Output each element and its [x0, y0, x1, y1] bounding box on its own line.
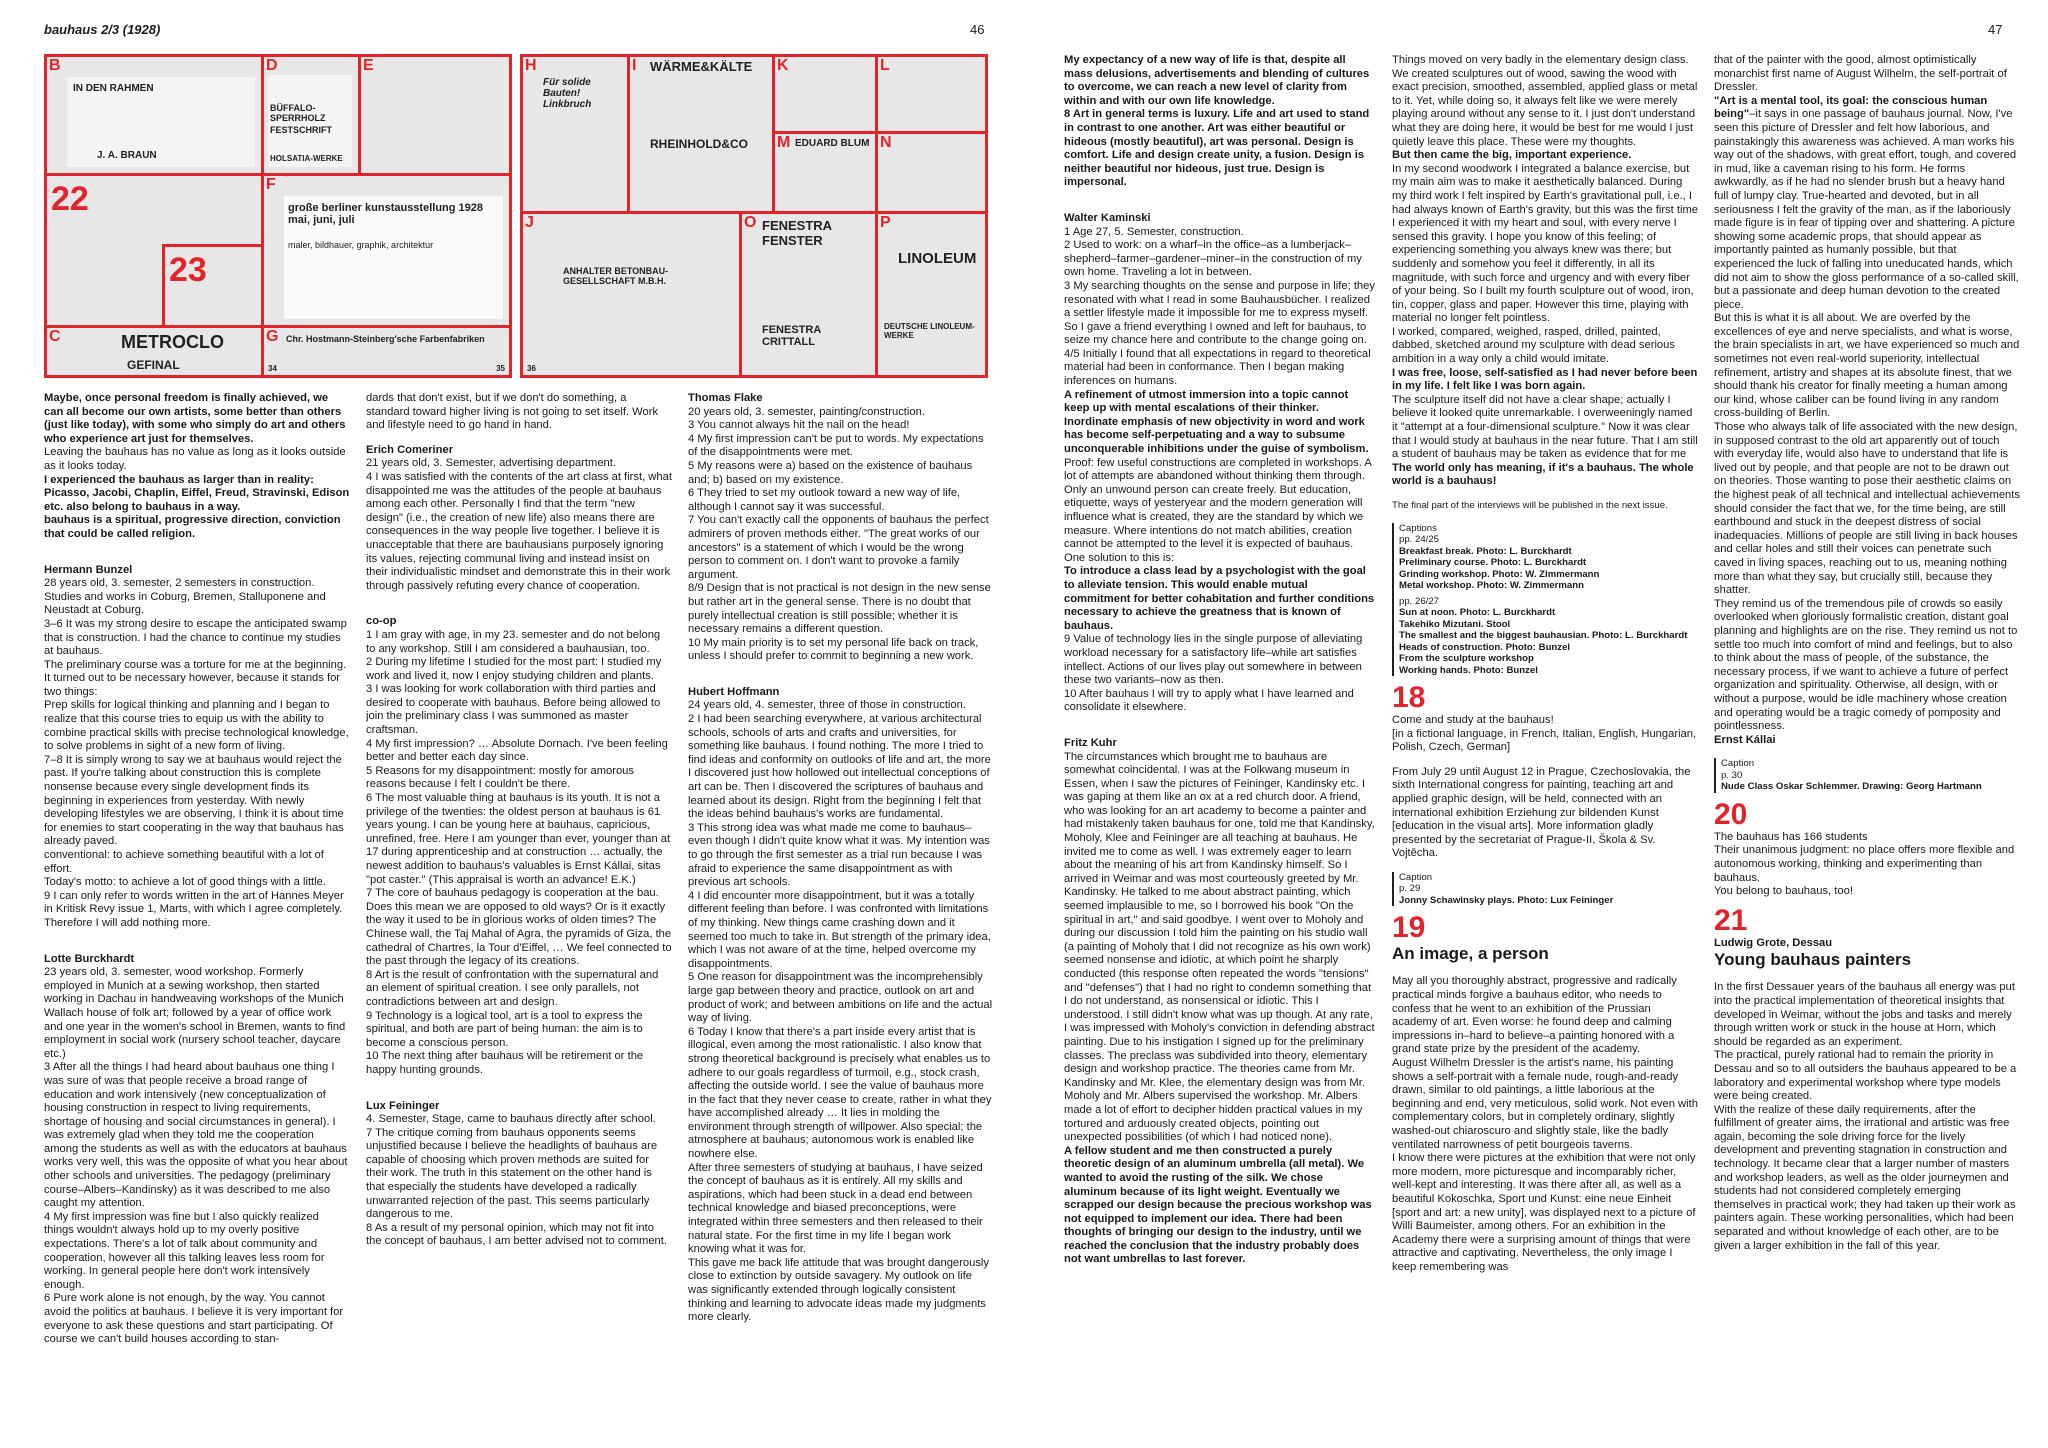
plate-cell-m: M EDUARD BLUM [772, 131, 878, 214]
interviewee-name: Thomas Flake [688, 392, 763, 404]
page-number-right: 47 [1988, 22, 2003, 37]
plate-cell-e: E [358, 54, 512, 176]
plate-cell-23: 23 [162, 244, 264, 328]
section-number: 21 [1714, 903, 1748, 937]
plate-cell-i: I WÄRME&KÄLTE RHEINHOLD&CO [627, 54, 775, 214]
plate-cell-c: C METROCLO GEFINAL [44, 325, 264, 378]
plate-cell-f: F große berliner kunstausstellung 1928 mai, juni, juli maler, bildhauer, graphik, architektur [261, 173, 512, 328]
column-3: Thomas Flake 20 years old, 3. semester, painting/construction. 3 You cannot always hit the nail on the head! 4 My first impression can't be put to words. My expectations of the disappointments were met. 5 My reasons were a) based on the existence of bauhaus and; b) based on my existence. 6 They tried to set my outlook toward a new way of life, although I cannot say it was successful. 7 You can't exactly call the opponents of bauhaus the perfect admirers of proven methods either. "The great works of our ancestors" is a statement of which I would be the wrong person to comment on. I don't want to provoke a family argument. 8/9 Design that is not practical is not design in the new sense but rather art in the general sense. There is no doubt that purely intellectual creation is still possible; whether it is necessary remains a different question. 10 My main priority is to set my personal life back on track, unless I should prefer to commit to beginning a new work. Hubert Hoffmann 24 years old, 4. semester, three of those in construction. 2 I had been searching everywhere, at various architectural schools, schools of arts and crafts and universities, for something like bauhaus. I found nothing. The more I tried to find ideas and conformity on outlooks of life and art, the more I discovered just how hollowed out intellectual conceptions of art can be. Then I discovered the scriptures of bauhaus and learned about its design. Right from the beginning I felt that the ideas behind bauhaus's works are fundamental. 3 This strong idea was what made me come to bauhaus–even though I didn't quite know what it was. My intention was to go through the first semester as a trial run because I was afraid to experience the same disappointment as with previous art schools. 4 I did encounter more disappointment, but it was a totally different feeling than before. I was confronted with limitations of my thinking. New things came crashing down and it seemed too much to take in. But strength of the primary idea, which I was not aware of at the time, helped overcome my disappointments. 5 One reason for disappointment was the incomprehensibly large gap between theory and practice, outlook on art and product of work; and between ambitions on life and the actual way of living. 6 Today I know that there's a part inside every artist that is illogical, even among the most rationalistic. I also know that strong theoretical background is precisely what enables us to adhere to our goals regardless of turmoil, e.g., stock crash, affecting the outside world. I see the value of bauhaus more in the fact that they never cease to create, rather in what they have accomplished already … It lies in molding the environment through strength of willpower. Also special; the atmosphere at bauhaus; autonomous work is enabled like nowhere else. After three semesters of studying at bauhaus, I have seized the concept of bauhaus as it is entirely. All my skills and aspirations, which had been stuck in a dead end between technical knowledge and biased preconceptions, were integrated within three semesters and then released to their natural state. For the first time in my life I began work knowing what it was for. This gave me back life attitude that was brought dangerously close to extinction by outside savagery. My outlook on life was significantly extended through logically consistent thinking and learning to advocate ideas made my judgments more clearly. [688, 392, 993, 1324]
plate-cell-g: G Chr. Hostmann-Steinberg'sche Farbenfabriken 34 35 [261, 325, 512, 378]
running-title: bauhaus 2/3 (1928) [44, 22, 161, 37]
editor-note: The final part of the interviews will be published in the next issue. [1392, 500, 1668, 511]
interviewee-name: Hermann Bunzel [44, 563, 133, 576]
page-number-left: 46 [970, 22, 985, 37]
interviewee-name: Hubert Hoffmann [688, 685, 780, 698]
column-6: that of the painter with the good, almost optimistically monarchist first name of August Wilhelm, the self-portrait of Dressler. "Art is a mental tool, its goal: the conscious human being"–it says in one passage of bauhaus journal. Now, I've seen this picture of Dressler and felt how laborious, and painstakingly this awareness was achieved. A man works his way out of the shadows, with great effort, tough, and covered in mud, like a caveman rising to his form. He forms awkwardly, as if he had no slender brush but a heavy hand full of lumpy clay. True-hearted and devoted, but in all seriousness I felt the gravity of the man, as if the laboriously made figure is in fear of tipping over and shattering. A picture showing some academic props, that should appear as importantly painted as humanly possible, but that experienced the luck of falling into uneducated hands, which did not aim to show the gloss performance of a so-called skill, but a passionate and deep human devotion to the created piece. But this is what it is all about. We are overfed by the excellences of eye and nerve specialists, and what is worse, the brain specialists in art, we have experienced so much and sometimes not even real-world superiority, intellectual refinement, artistry and shapes at its absolute finest, that we should thank his creator for finally meeting a human among our kind, whose caliber can be found living in any random cross-building of Berlin. Those who always talk of life associated with the new design, in supposed contrast to the old art apparently out of touch with everyday life, would also have to understand that life is lived out by people, and that people are not to be drawn out on theories. Those wanting to pose their aesthetic claims on the highest peak of all technical and intellectual achievements should consider the fact that we, for the time being, are still earthbound and stuck in the deepest distress of social inadequacies. Millions of people are still living in back houses and cellar holes and still their voices can penetrate such caved in living spaces, reaching out to us, meaning nothing more than what they say, but crucially still, because they shatter. They remind us of the tremendous pile of crowds so easily overlooked when gloriously formalistic creation, distant goal planning and highlights are on the rise. They remind us not to settle too much into comfort of mind and feelings, but to also to think about the mass of people, of the substance, the necessary process, if we want to achieve a future of perfect organization and spirituality. Otherwise, all design, with or without a purpose, would be idle machinery whose creation and operating would be a tragic comedy of pomposity and pointlessness. Ernst Kállai Caption p. 30 Nude Class Oskar Schlemmer. Drawing: Georg Hartmann 20 The bauhaus has 166 students Their unanimous judgment: no place offers more flexible and autonomous working, thinking and experimenting than bauhaus. You belong to bauhaus, too! 21 Ludwig Grote, Dessau Young bauhaus painters In the first Dessauer years of the bauhaus all energy was put into the practical implementation of theoretical insights that developed in Weimar, without the jobs and tasks and merely through written work or stuck in the house at Horn, which should be regarded as an experiment. The practical, purely rational had to remain the priority in Dessau and so to all outsiders the bauhaus appeared to be a laboratory and experimental workshop where type models were being created. With the realize of these daily requirements, after the fulfillment of greater aims, the irrational and artistic was free again, becoming the sole driving force for the lively development and preventing stagnation in construction and technology. It became clear that a larger number of masters and workshop leaders, as well as the older journeymen and students had not considered completely emerging themselves in practical work; they had taken up their work as painters again. These working personalities, which had been separated and without knowledge of each other, are to be given a larger exhibition in the fall of this year. [1714, 54, 2020, 1252]
plate-cell-d: D BÜFFALO-SPERRHOLZ FESTSCHRIFT HOLSATIA-WERKE [261, 54, 361, 176]
intro-paragraph: Maybe, once personal freedom is finally achieved, we can all become our own artists, some better than others (just like today), with some who simply do art and others who experience art just for themselves. [44, 392, 346, 445]
section-heading: An image, a person [1392, 944, 1549, 964]
column-5: Things moved on very badly in the elementary design class. We created sculptures out of wood, sawing the wood with exact precision, smoothed, assembled, applied glass or metal to it. Yet, while doing so, it always felt like we were merely playing around without any sense to it. I just don't understand what they are doing here, it would be best for me would I just quietly leave this place. These were my thoughts. But then came the big, important experience. In my second woodwork I integrated a balance exercise, but my main aim was to make it aesthetically balanced. During my third work I felt inspired by Earth's gravitational pull, i.e., I had always known of Earth's gravity, but this was the first time I experienced it with my heart and soul, with every nerve I sensed this gravity. I hope you know of this feeling; of experiencing something you always knew was there; but suddenly and somehow you feel it differently, in all its magnitude, with such force and urgency and with every fiber of your being. So I built my fourth sculpture out of wood, iron, tin, copper, glass and paper. However this time, playing with material no longer felt pointless. I worked, compared, weighed, rasped, drilled, painted, dabbed, sketched around my sculpture with dead serious ambition in a way only a child would imitate. I was free, loose, self-satisfied as I had never before been in my life. I felt like I was born again. The sculpture itself did not have a clear shape; actually I believe it looked quite unremarkable. I overweeningly named it "attempt at a four-dimensional sculpture." Now it was clear that I would study at bauhaus in the near future. That I am still a student of bauhaus may be taken as evidence that for me The world only has meaning, if it's a bauhaus. The whole world is a bauhaus! The final part of the interviews will be published in the next issue. Captions pp. 24/25 Breakfast break. Photo: L. Burckhardt Preliminary course. Photo: L. Burckhardt Grinding workshop. Photo: W. Zimmermann Metal workshop. Photo: W. Zimmermann pp. 26/27 Sun at noon. Photo: L. Burckhardt Takehiko Mizutani. Stool The smallest and the biggest bauhausian. Photo: L. Burckhardt Heads of construction. Photo: Bunzel From the sculpture workshop Working hands. Photo: Bunzel 18 Come and study at the bauhaus! [in a fictional language, in French, Italian, English, Hungarian, Polish, Czech, German] From July 29 until August 12 in Prague, Czechoslovakia, the sixth International congress for painting, teaching art and applied graphic design, will be held, connected with an international exhibition Erziehung zur bildenden Kunst [education in the visual arts]. More information gladly presented by the secretariat of Prague-II, Škola & Sv. Vojtěcha. Caption p. 29 Jonny Schawinsky plays. Photo: Lux Feininger 19 An image, a person May all you thoroughly abstract, progressive and radically practical minds forgive a bauhaus editor, who needs to confess that he went to an exhibition of the Prussian academy of art. Even worse: he found deep and calming impressions in–hard to believe–a painting honored with a grand state prize by the president of the academy. August Wilhelm Dressler is the artist's name, his painting shows a self-portrait with a female nude, rough-and-ready drawn, similar to old paintings, a little laborious at the beginning and end, very meticulous, solid work. Not even with complementary colors, but in completely ordinary, slightly washed-out chiaroscuro and slightly stale, like the badly ventilated narrowness of petit bourgeois taverns. I know there were pictures at the exhibition that were not only more modern, more picturesque and incomparably richer, well-kept and interesting. It was there after all, as well as a beautiful Kokoschka, Sport und Kunst: eine neue Einheit [sport and art: a new unity], was displayed next to a picture of Willi Baumeister, among others. For an exhibition in the Academy there were a surprising amount of things that were attractive and captivating. Nevertheless, the only image I keep remembering was [1392, 54, 1698, 1273]
plate-cell-h: H Für solide Bauten! Linkbruch [520, 54, 630, 214]
plate-cell-p: P LINOLEUM DEUTSCHE LINOLEUM-WERKE [875, 211, 988, 378]
image-plate-right [520, 54, 988, 378]
captions-block: Captions pp. 24/25 Breakfast break. Photo: L. Burckhardt Preliminary course. Photo: L. Burckhardt Grinding workshop. Photo: W. Zimmermann Metal workshop. Photo: W. Zimmermann pp. 26/27 Sun at noon. Photo: L. Burckhardt Takehiko Mizutani. Stool The smallest and the biggest bauhausian. Photo: L. Burckhardt Heads of construction. Photo: Bunzel From the sculpture workshop Working hands. Photo: Bunzel [1392, 523, 1698, 677]
plate-cell-22: 22 [44, 173, 264, 328]
interviewee-name: Lotte Burckhardt [44, 952, 135, 965]
interviewee-name: Fritz Kuhr [1064, 736, 1117, 749]
plate-cell-k: K [772, 54, 878, 134]
caption-block: Caption p. 30 Nude Class Oskar Schlemmer. Drawing: Georg Hartmann [1714, 758, 2020, 793]
author-name: Ernst Kállai [1714, 733, 1776, 746]
column-2: dards that don't exist, but if we don't do something, a standard toward higher living is not going to set itself. Work and lifestyle need to go hand in hand. Erich Comeriner 21 years old, 3. Semester, advertising department. 4 I was satisfied with the contents of the art class at first, what disappointed me was the attitudes of the people at bauhaus among each other. Personally I find that the term "new design" (i.e., the creation of new life) also means there are consequences in the way people live together. I believe it is unacceptable that there are bauhausians purposely ignoring its values, rejecting communal living and instead insist on their individualistic mindset and demonstrate this in their work through passively refuting every chance of cooperation. co-op 1 I am gray with age, in my 23. semester and do not belong to any workshop. Still I am considered a bauhausian, too. 2 During my lifetime I studied for the most part: I studied my work and lived it, now I enjoy studying children and plants. 3 I was looking for work collaboration with third parties and desired to cooperate with bauhaus. Before being allowed to join the preliminary class I was summoned as master craftsman. 4 My first impression? … Absolute Dornach. I've been feeling better and better each day since. 5 Reasons for my disappointment: mostly for amorous reasons because I felt I couldn't be there. 6 The most valuable thing at bauhaus is its youth. It is not a privilege of the twenties: the oldest person at bauhaus is 61 years young. I can be young here at bauhaus, capricious, unrefined, free. Here I am younger than ever, younger than at 17 during apprenticeship and at construction … actually, the newest addition to bauhaus's valuables is Ernst Kállai, sitas "pot caster." (This appraisal is worth an advance! E.K.) 7 The core of bauhaus pedagogy is cooperation at the bau. Does this mean we are opposed to old ways? Or is it exactly the way it used to be in glorious works of olden times? The Chinese wall, the Taj Mahal of Agra, the pyramids of Giza, the cathedral of Chartres, la Tour d'Eiffel, … We feel connected to the past through the legacy of its creations. 8 Art is the result of confrontation with the supernatural and an element of spiritual creation. I see only parallels, not contradictions between art and design. 9 Technology is a logical tool, art is a tool to express the spiritual, and both are part of being human: the aim is to become a conscious person. 10 The next thing after bauhaus will be retirement or the happy hunting grounds. Lux Feininger 4. Semester, Stage, came to bauhaus directly after school. 7 The critique coming from bauhaus opponents seems unjustified because I believe the headlights of bauhaus are capable of choosing which proven methods are suited for their work. The truth in this statement on the other hand is that especially the students have developed a radically unwarranted rejection of the past. This seems particularly dangerous to me. 8 As a result of my personal opinion, which may not fit into the concept of bauhaus, I am better advised not to comment. [366, 392, 672, 1248]
section-number: 19 [1392, 911, 1426, 945]
image-plate-left [44, 54, 512, 378]
column-4: My expectancy of a new way of life is that, despite all mass delusions, advertisements and blending of cultures to overcome, we can reach a new level of clarity from within and with our own life knowledge. 8 Art in general terms is luxury. Life and art used to stand in contrast to one another. Art was either beautiful or hideous (mostly beautiful), art was personal. Design is comfort. Life and design create unity, a fusion. Design is neither beautiful nor hideous, just true. Design is impersonal. Walter Kaminski 1 Age 27, 5. Semester, construction. 2 Used to work: on a wharf–in the office–as a lumberjack–shepherd–farmer–gardener–miner–in the construction of my own home. Traveling a lot in between. 3 My searching thoughts on the sense and purpose in life; they resonated with what I read in some Bauhausbücher. I realized a settler lifestyle made it impossible for me to express myself. So I gave a friend everything I owned and left for bauhaus, to seize my chance here and contribute to the change going on. 4/5 Initially I found that all expectations in regard to theoretical material had been in conformance. Then I began making inferences on humans. A refinement of utmost immersion into a topic cannot keep up with mental escalations of their thinker. Inordinate emphasis of new objectivity in word and work has become self-perpetuating and a way to subsume unconquerable inhibitions under the guise of symbolism. Proof: few useful constructions are completed in workshops. A lot of attempts are abandoned without thinking them through. Only an unwound person can create freely. But education, etiquette, ways of yesteryear and the modern generation will influence what is created, they are the standard by which we measure. Where intentions do not match abilities, creation cannot be attempted to the level it is expected of bauhaus. One solution to this is: To introduce a class lead by a psychologist with the goal to alleviate tension. This would enable mutual commitment for better cohabitation and further conditions necessary to achieve the greatness that is known of bauhaus. 9 Value of technology lies in the single purpose of alleviating workload necessary for a satisfactory life–while art satisfies intellect. Actions of our lives play out somewhere in between these two variants–now as then. 10 After bauhaus I will try to apply what I have learned and consolidate it elsewhere. Fritz Kuhr The circumstances which brought me to bauhaus are somewhat coincidental. I was at the Folkwang museum in Essen, when I saw the pictures of Feininger, Kandinsky etc. I was gaping at them like an ox at a red church door. A friend, who was looking for an art academy to become a painter and had mistakenly taken bauhaus for one, told me that Kandinsky, Moholy, Klee and Feininger are all teaching at bauhaus. He invited me to come as well. I was extremely eager to learn about the meaning of his art from Kandinsky himself. So I arrived in Weimar and was most courteously greeted by Mr. Kandinsky. He talked to me about abstract painting, which seemed implausible to me, so I borrowed his book "On the spiritual in art," and said goodbye. I went over to Moholy and during our discussion I told him the painting on his studio wall (a painting of Moholy that I did not recognize as his own work) seemed nonsense and idiotic, at which point he sharply conducted (this response often repeated the words "tensions" and "defenses") that I had no right to condemn something that I do not understand, as nonsensical or idiotic. This I understood. I still didn't know what was up though. At any rate, I was impressed with Moholy's conviction in defending abstract painting. Due to his instigation I signed up for the preliminary classes. The preclass was subdivided into theory, elementary design and workshop practice. The theories came from Mr. Kandinsky and Mr. Klee, the elementary design was from Mr. Moholy and Mr. Albers supervised the workshop. Mr. Albers made a lot of effort to decipher hidden practical values in my tortured and arduously created objects, pointing out unexpected possibilities (of which I had noticed none). A fellow student and me then constructed a purely theoretic design of an aluminum umbrella (all metal). We wanted to avoid the rusting of the silk. We chose aluminum because of its light weight. Eventually we scrapped our design because the precious workshop was not equipped to implement our idea. There had been thoughts of bringing our design to the industry, until we reached the conclusion that the industry probably does not want umbrellas to last forever. [1064, 54, 1375, 1266]
interviewee-name: co-op [366, 615, 397, 628]
caption-block: Caption p. 29 Jonny Schawinsky plays. Photo: Lux Feininger [1392, 872, 1698, 907]
plate-cell-n: N [875, 131, 988, 214]
plate-cell-l: L [875, 54, 988, 134]
plate-cell-b: B IN DEN RAHMEN J. A. BRAUN [44, 54, 264, 176]
section-heading: Young bauhaus painters [1714, 950, 1912, 970]
interviewee-name: Lux Feininger [366, 1099, 440, 1112]
section-number: 20 [1714, 797, 1748, 831]
plate-cell-j: J ANHALTER BETONBAU-GESELLSCHAFT M.B.H. 36 [520, 211, 742, 378]
interviewee-name: Walter Kaminski [1064, 211, 1151, 224]
column-1: Maybe, once personal freedom is finally achieved, we can all become our own artists, some better than others (just like today), with some who simply do art and others who experience art just for themselves. Leaving the bauhaus has no value as long as it looks outside as it looks today. I experienced the bauhaus as larger than in reality: Picasso, Jacobi, Chaplin, Eiffel, Freud, Stravinski, Edison etc. also belong to bauhaus in a way. bauhaus is a spiritual, progressive direction, conviction that could be called religion. Hermann Bunzel 28 years old, 3. semester, 2 semesters in construction. Studies and works in Coburg, Bremen, Stalluponene and Neustadt at Coburg. 3–6 It was my strong desire to escape the anticipated swamp that is construction. I had the chance to continue my studies at bauhaus. The preliminary course was a torture for me at the beginning. It turned out to be necessary however, because it stands for two things: Prep skills for logical thinking and planning and I began to realize that this course tries to equip us with the ability to combine practical skills with precise technological knowledge, to solve problems in sight of a new form of living. 7–8 It is simply wrong to say we at bauhaus would reject the past. If you're talking about construction this is complete nonsense because every single development finds its beginning in experiences from yesterday. With newly developing lifestyles we are observing, I think it is about time for enemies to start cooperating in the way that bauhaus has already paved. conventional: to achieve something beautiful with a lot of effort. Today's motto: to achieve a lot of good things with a little. 9 I can only refer to words written in the art of Hannes Meyer in Kritisk Revy issue 1, Marts, with which I agree completely. Therefore I will add nothing more. Lotte Burckhardt 23 years old, 3. semester, wood workshop. Formerly employed in Munich at a sewing workshop, then started working in Dachau in handweaving workshops of the Munich Wallach house of folk art; followed by a year of office work and one year in the women's school in Bremen, wants to find employment in social work (nursery school teacher, daycare etc.) 3 After all the things I had heard about bauhaus one thing I was sure of was that people receive a broad range of education and work intensively (new conceptualization of housing construction in respect to living requirements, shortage of housing and social circumstances in general). I was extremely glad when they told me the cooperation among the students as well as with the educators at bauhaus works very well, this was the opposite of what you hear about other schools and universities. The pedagogy (preliminary course–Albers–Kandinsky) as it was described to me also caught my attention. 4 My first impression was fine but I also quickly realized things wouldn't always hold up to my overly positive expectations. There's a lot of talk about community and cooperation, however all this talking leaves less room for working. In general people here don't work intensively enough. 6 Pure work alone is not enough, by the way. You cannot avoid the politics at bauhaus. I believe it is very important for everyone to ask these questions and start participating. Of course we can't build houses according to stan- [44, 392, 350, 1346]
plate-cell-o: O FENESTRA FENSTER FENESTRA CRITTALL [739, 211, 878, 378]
interviewee-name: Erich Comeriner [366, 443, 454, 456]
section-number: 18 [1392, 681, 1426, 714]
